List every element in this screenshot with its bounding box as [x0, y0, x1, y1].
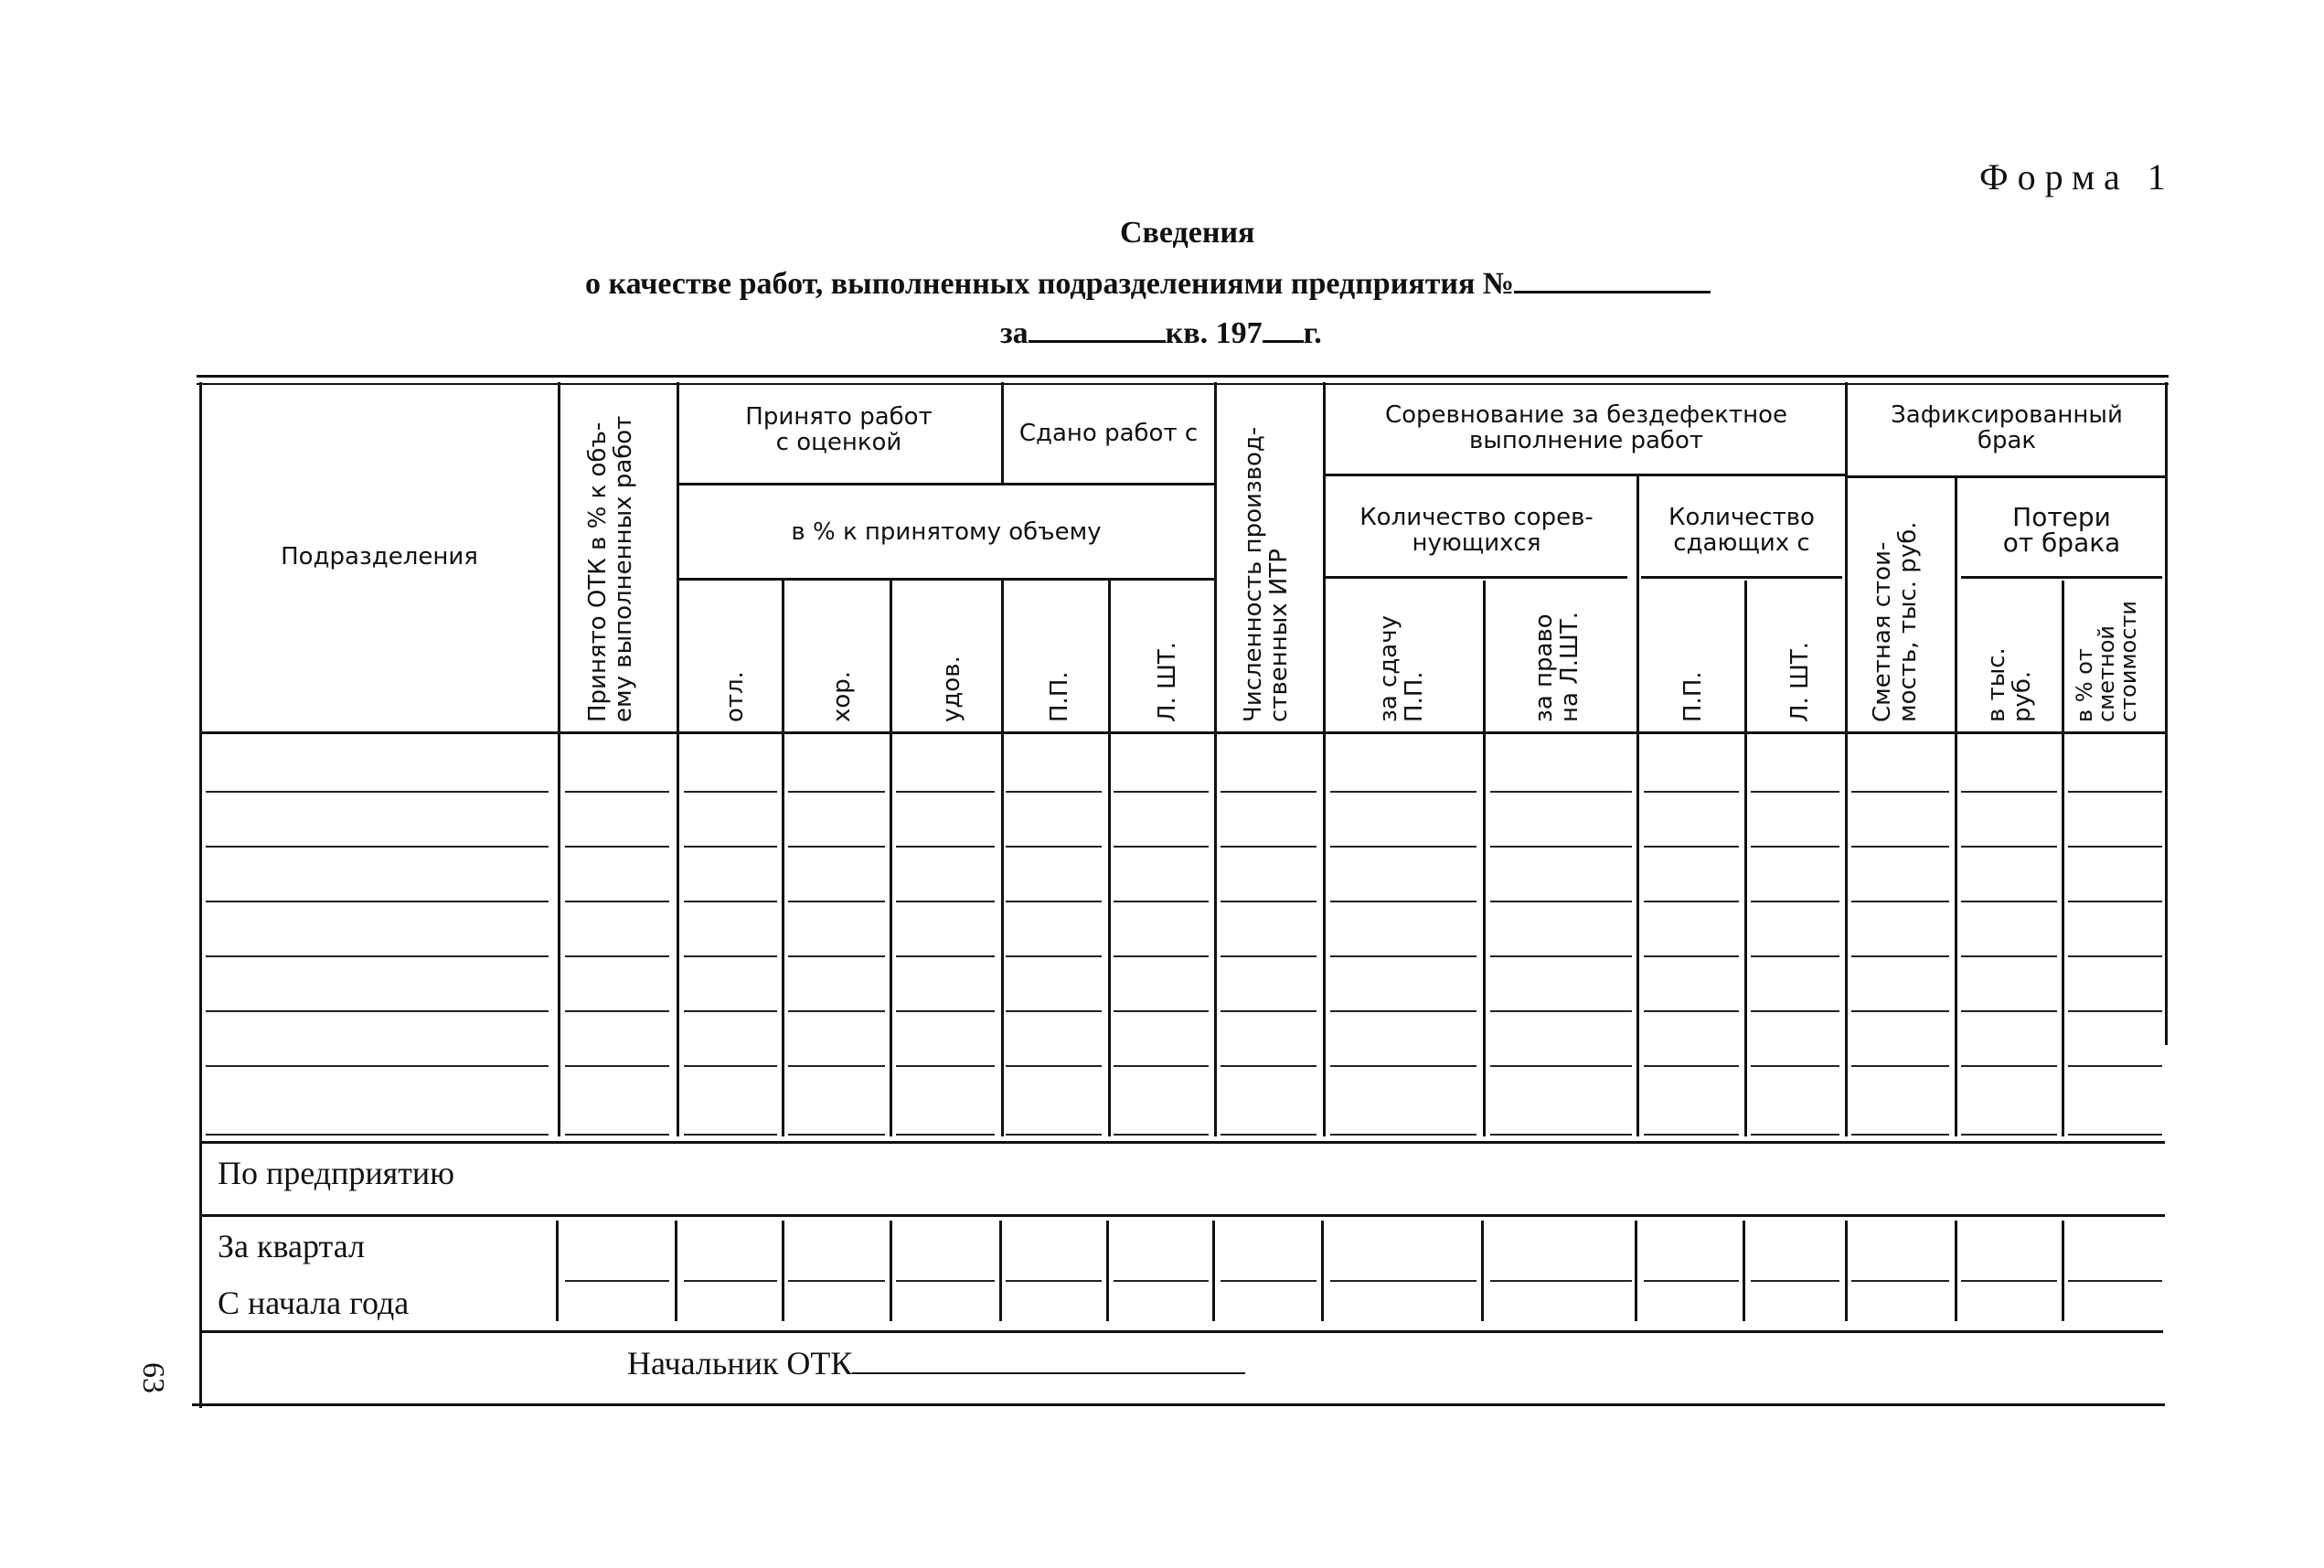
blank-entry-line: [1490, 1280, 1632, 1282]
blank-entry-line: [565, 955, 669, 957]
blank-entry-line: [1961, 791, 2057, 793]
blank-entry-line: [206, 1010, 549, 1012]
header-grade-good: хор.: [828, 670, 856, 722]
blank-entry-line: [1490, 791, 1632, 793]
period-prefix: за: [1000, 316, 1029, 350]
header-handed-over: Сдано работ с: [1018, 420, 1199, 447]
blank-entry-line: [1751, 1134, 1839, 1136]
blank-entry-line: [1961, 901, 2057, 902]
blank-entry-line: [1751, 1280, 1839, 1282]
blank-entry-line: [896, 1134, 995, 1136]
blank-entry-line: [1114, 1134, 1209, 1136]
blank-entry-line: [1851, 791, 1949, 793]
blank-entry-line: [1221, 791, 1317, 793]
subtitle-text: о качестве работ, выполненных подразделениями предприятия №: [585, 267, 1515, 301]
blank-entry-line: [1221, 901, 1317, 902]
header-losses-thousand: в тыс. руб.: [1983, 647, 2036, 722]
blank-entry-line: [1221, 1065, 1317, 1067]
blank-entry-line: [684, 1134, 777, 1136]
blank-entry-line: [1221, 1134, 1317, 1136]
blank-entry-line: [1221, 1280, 1317, 1282]
blank-entry-line: [1114, 846, 1209, 848]
blank-entry-line: [1851, 901, 1949, 902]
document-subtitle: [585, 267, 1711, 302]
blank-entry-line: [2068, 1134, 2162, 1136]
blank-entry-line: [1006, 901, 1102, 902]
header-estimated-cost: Сметная стои- мость, тыс. руб.: [1869, 521, 1922, 722]
form-label: Форма 1: [1979, 156, 2175, 197]
header-handing-count: Количество сдающих с: [1668, 504, 1815, 557]
blank-entry-line: [684, 791, 777, 793]
blank-entry-line: [1644, 1134, 1739, 1136]
blank-entry-line: [684, 901, 777, 902]
blank-entry-line: [1006, 1010, 1102, 1012]
blank-entry-line: [1961, 846, 2057, 848]
blank-entry-line: [206, 955, 549, 957]
header-first-presentation: П.П.: [1046, 671, 1073, 722]
blank-entry-line: [206, 1065, 549, 1067]
blank-entry-line: [788, 1280, 885, 1282]
blank-entry-line: [1644, 846, 1739, 848]
blank-entry-line: [1961, 1280, 2057, 1282]
header-grade-satisfactory: удов.: [938, 656, 965, 722]
document-title: Сведения: [1120, 216, 1255, 250]
blank-entry-line: [1490, 901, 1632, 902]
year-blank: [1263, 340, 1304, 343]
blank-entry-line: [1961, 955, 2057, 957]
blank-entry-line: [1490, 1010, 1632, 1012]
blank-entry-line: [684, 955, 777, 957]
blank-entry-line: [2068, 955, 2162, 957]
header-competitors-count: Количество сорев- нующихся: [1359, 504, 1594, 557]
blank-entry-line: [896, 846, 995, 848]
blank-entry-line: [206, 846, 549, 848]
blank-entry-line: [1751, 901, 1839, 902]
blank-entry-line: [896, 791, 995, 793]
blank-entry-line: [565, 1065, 669, 1067]
blank-entry-line: [788, 1010, 885, 1012]
header-competition: Соревнование за бездефектное выполнение работ: [1384, 401, 1788, 454]
blank-entry-line: [684, 846, 777, 848]
blank-entry-line: [1330, 1065, 1476, 1067]
blank-entry-line: [1851, 846, 1949, 848]
blank-entry-line: [565, 1010, 669, 1012]
header-itr-count: Численность производ- ственных ИТР: [1240, 426, 1293, 722]
blank-entry-line: [1851, 1134, 1949, 1136]
header-grade-excellent: отл.: [721, 671, 749, 722]
blank-entry-line: [1006, 1134, 1102, 1136]
blank-entry-line: [1851, 1010, 1949, 1012]
blank-entry-line: [1330, 1280, 1476, 1282]
blank-entry-line: [1114, 955, 1209, 957]
blank-entry-line: [206, 791, 549, 793]
blank-entry-line: [1851, 1065, 1949, 1067]
blank-entry-line: [1330, 1134, 1476, 1136]
blank-entry-line: [1221, 1010, 1317, 1012]
otk-head-signature: [627, 1344, 1245, 1382]
blank-entry-line: [1490, 1065, 1632, 1067]
blank-entry-line: [1490, 846, 1632, 848]
header-for-first-presentation: за сдачу П.П.: [1375, 615, 1428, 722]
blank-entry-line: [1961, 1134, 2057, 1136]
row-enterprise: По предприятию: [218, 1155, 455, 1191]
blank-entry-line: [788, 1134, 885, 1136]
blank-entry-line: [1330, 1010, 1476, 1012]
blank-entry-line: [896, 1010, 995, 1012]
blank-entry-line: [1330, 791, 1476, 793]
blank-entry-line: [1006, 846, 1102, 848]
blank-entry-line: [1644, 791, 1739, 793]
period-quarter: кв. 197: [1165, 316, 1263, 350]
blank-entry-line: [1330, 846, 1476, 848]
blank-entry-line: [1330, 901, 1476, 902]
header-otk-accepted: Принято ОТК в % к объ- ему выполненных работ: [584, 415, 637, 722]
blank-entry-line: [1751, 1065, 1839, 1067]
blank-entry-line: [1751, 955, 1839, 957]
blank-entry-line: [1114, 791, 1209, 793]
blank-entry-line: [1006, 955, 1102, 957]
blank-entry-line: [684, 1280, 777, 1282]
blank-entry-line: [684, 1065, 777, 1067]
row-year-to-date: С начала года: [218, 1285, 410, 1321]
blank-entry-line: [1644, 1010, 1739, 1012]
blank-entry-line: [1644, 1065, 1739, 1067]
period-year-suffix: г.: [1303, 316, 1322, 350]
blank-entry-line: [2068, 1280, 2162, 1282]
blank-entry-line: [1330, 955, 1476, 957]
blank-entry-line: [684, 1010, 777, 1012]
page-number: 63: [136, 1362, 170, 1393]
blank-entry-line: [896, 1280, 995, 1282]
blank-entry-line: [1751, 1010, 1839, 1012]
blank-entry-line: [565, 1280, 669, 1282]
header-divisions: Подразделения: [281, 543, 478, 571]
blank-entry-line: [565, 1134, 669, 1136]
blank-entry-line: [788, 955, 885, 957]
enterprise-number-blank: [1514, 291, 1711, 293]
blank-entry-line: [896, 1065, 995, 1067]
blank-entry-line: [1644, 955, 1739, 957]
blank-entry-line: [1851, 955, 1949, 957]
blank-entry-line: [1644, 901, 1739, 902]
blank-entry-line: [2068, 846, 2162, 848]
blank-entry-line: [896, 901, 995, 902]
blank-entry-line: [1006, 791, 1102, 793]
otk-head-label: Начальник ОТК: [627, 1345, 853, 1381]
header-losses-percent: в % от сметной стоимости: [2072, 600, 2141, 722]
header-comp-lsht: Л. ШТ.: [1786, 641, 1814, 722]
blank-entry-line: [788, 1065, 885, 1067]
header-losses: Потери от брака: [2002, 502, 2121, 558]
blank-entry-line: [1221, 955, 1317, 957]
blank-entry-line: [788, 791, 885, 793]
header-defects: Зафиксированный брак: [1891, 401, 2123, 454]
blank-entry-line: [1221, 846, 1317, 848]
blank-entry-line: [2068, 1010, 2162, 1012]
blank-entry-line: [1114, 1280, 1209, 1282]
blank-entry-line: [2068, 901, 2162, 902]
blank-entry-line: [1644, 1280, 1739, 1282]
blank-entry-line: [206, 901, 549, 902]
header-personal-stamp: Л. ШТ.: [1154, 641, 1181, 722]
blank-entry-line: [565, 791, 669, 793]
header-for-personal-stamp: за право на Л.ШТ.: [1530, 612, 1583, 722]
blank-entry-line: [1490, 1134, 1632, 1136]
blank-entry-line: [2068, 791, 2162, 793]
blank-entry-line: [1006, 1065, 1102, 1067]
blank-entry-line: [1114, 1065, 1209, 1067]
blank-entry-line: [1961, 1065, 2057, 1067]
blank-entry-line: [1751, 846, 1839, 848]
header-accepted-with-grade: Принято работ с оценкой: [745, 403, 933, 456]
blank-entry-line: [788, 846, 885, 848]
quarter-blank: [1029, 340, 1166, 343]
blank-entry-line: [1490, 955, 1632, 957]
document-period: [1000, 316, 1322, 351]
header-percent-of-accepted: в % к принятому объему: [791, 518, 1102, 546]
blank-entry-line: [788, 901, 885, 902]
blank-entry-line: [565, 846, 669, 848]
blank-entry-line: [1114, 901, 1209, 902]
blank-entry-line: [1114, 1010, 1209, 1012]
blank-entry-line: [1961, 1010, 2057, 1012]
blank-entry-line: [1851, 1280, 1949, 1282]
blank-entry-line: [565, 901, 669, 902]
blank-entry-line: [896, 955, 995, 957]
row-quarter: За квартал: [218, 1228, 365, 1264]
blank-entry-line: [1751, 791, 1839, 793]
blank-entry-line: [1006, 1280, 1102, 1282]
signature-blank: [852, 1372, 1245, 1374]
header-comp-pp: П.П.: [1679, 671, 1707, 722]
blank-entry-line: [206, 1134, 549, 1136]
blank-entry-line: [2068, 1065, 2162, 1067]
